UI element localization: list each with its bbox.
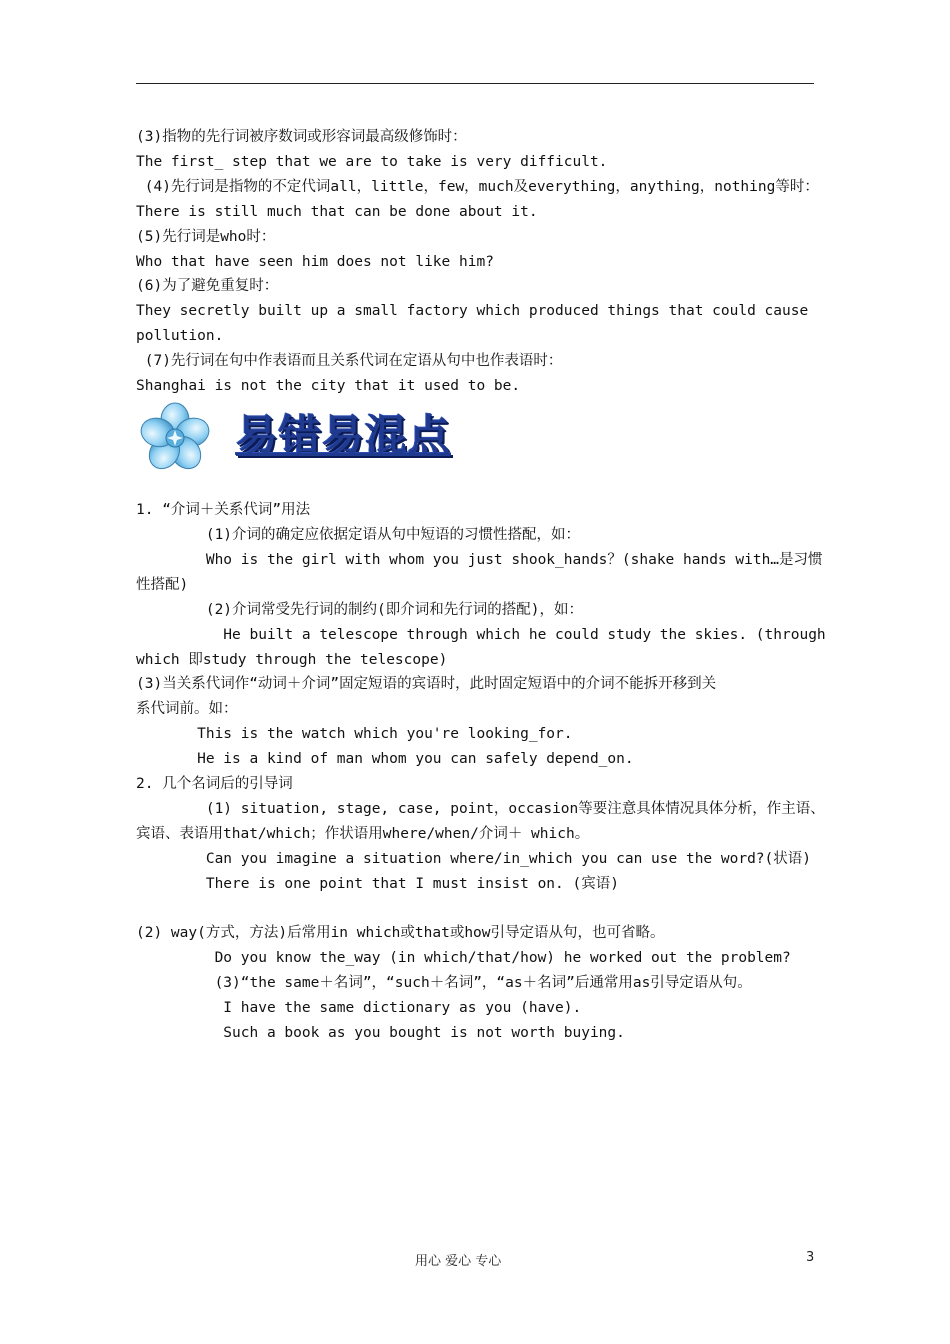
text-line: (7)先行词在句中作表语而且关系代词在定语从句中也作表语时： [136, 353, 563, 369]
text-line: (2)介词常受先行词的制约(即介词和先行词的搭配)，如： [136, 602, 583, 618]
text-line: Shanghai is not the city that it used to be. [136, 378, 521, 394]
page-number: 3 [806, 1250, 815, 1265]
text-line: (2) way(方式，方法)后常用in which或that或how引导定语从句，也可省略。 [136, 925, 665, 941]
header-rule [136, 83, 814, 84]
text-line: 系代词前。如： [136, 701, 238, 717]
text-line: Do you know the_way (in which/that/how) he worked out the problem? [136, 950, 791, 966]
section-title: 易错易混点 [236, 411, 452, 460]
text-line: (1) situation, stage, case, point，occasion等要注意具体情况具体分析，作主语、 [136, 801, 825, 817]
text-line: Can you imagine a situation where/in_which you can use the word?(状语) [136, 851, 812, 867]
page-footer: 用心 爱心 专心 [415, 1254, 502, 1269]
text-line: 1. “介词＋关系代词”用法 [136, 502, 311, 518]
section-heading [136, 398, 496, 476]
text-line: He is a kind of man whom you can safely depend_on. [136, 751, 634, 767]
text-line: Who that have seen him does not like him? [136, 254, 494, 270]
text-line: 2. 几个名词后的引导词 [136, 776, 293, 792]
flower-icon [136, 398, 214, 476]
text-line: 性搭配) [136, 577, 189, 593]
text-line: pollution. [136, 328, 224, 344]
text-line: I have the same dictionary as you (have). [136, 1000, 582, 1016]
text-line: which 即study through the telescope) [136, 652, 448, 668]
text-line: (4)先行词是指物的不定代词all，little，few，much及everything，anything，nothing等时： [136, 179, 819, 195]
text-line: There is still much that can be done about it. [136, 204, 538, 220]
text-line: Who is the girl with whom you just shook_hands？(shake hands with…是习惯 [136, 552, 823, 568]
text-line: There is one point that I must insist on. (宾语) [136, 876, 619, 892]
text-line: He built a telescope through which he could study the skies. (through [136, 627, 826, 643]
text-line: (3)“the same＋名词”，“such＋名词”，“as＋名词”后通常用as引导定语从句。 [136, 975, 752, 991]
text-line: (3)当关系代词作“动词＋介词”固定短语的宾语时，此时固定短语中的介词不能拆开移到关 [136, 676, 717, 692]
text-line: (5)先行词是who时： [136, 229, 276, 245]
text-line: 宾语、表语用that/which；作状语用where/when/介词＋ which。 [136, 826, 590, 842]
text-line: This is the watch which you're looking_for. [136, 726, 573, 742]
text-line: (3)指物的先行词被序数词或形容词最高级修饰时： [136, 129, 467, 145]
text-line: They secretly built up a small factory which produced things that could cause [136, 303, 809, 319]
text-line: (1)介词的确定应依据定语从句中短语的习惯性搭配，如： [136, 527, 581, 543]
text-line: (6)为了避免重复时： [136, 278, 279, 294]
text-line: Such a book as you bought is not worth buying. [136, 1025, 625, 1041]
text-line: The first_ step that we are to take is very difficult. [136, 154, 608, 170]
